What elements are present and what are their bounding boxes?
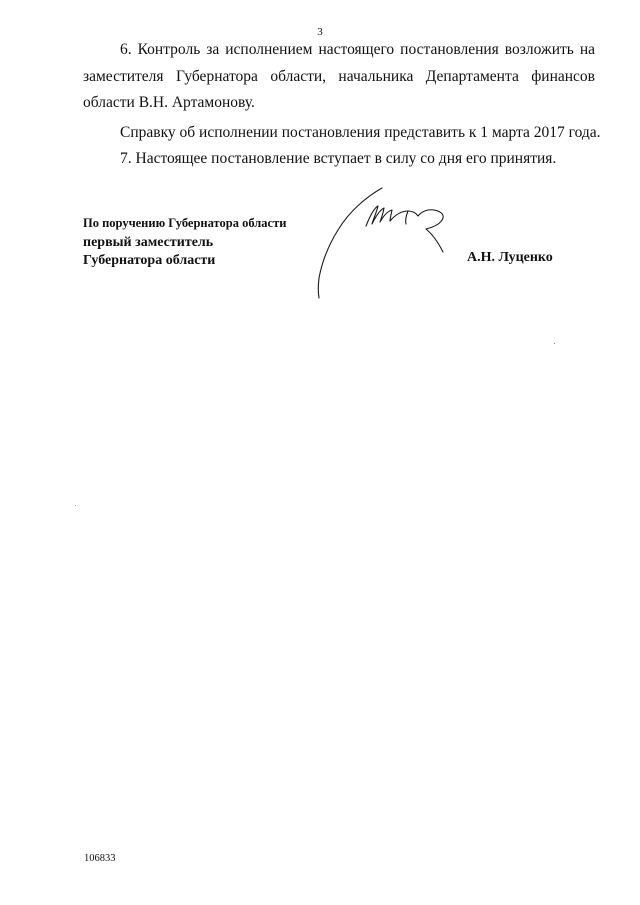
paragraph-item-6: 6. Контроль за исполнением настоящего постановления возложить на заместителя Губернатора области, начальника Департамента финансов области В.Н. Артамонову.	[83, 41, 595, 111]
paragraph-item-7: 7. Настоящее постановление вступает в силу со дня его принятия.	[120, 150, 557, 167]
signatory-position-line2: Губернатора области	[83, 253, 216, 268]
scan-speck-left	[75, 505, 76, 506]
handwritten-signature	[310, 180, 460, 300]
paragraph-report-deadline: Справку об исполнении постановления представить к 1 марта 2017 года.	[120, 123, 601, 141]
signature-on-behalf: По поручению Губернатора области	[83, 216, 287, 230]
signatory-name: А.Н. Луценко	[467, 250, 553, 265]
document-code: 106833	[84, 853, 116, 864]
document-body	[83, 37, 601, 173]
signatory-position-line1: первый заместитель	[83, 235, 214, 250]
page-number: 3	[317, 26, 323, 38]
scan-speck-right	[554, 343, 555, 344]
